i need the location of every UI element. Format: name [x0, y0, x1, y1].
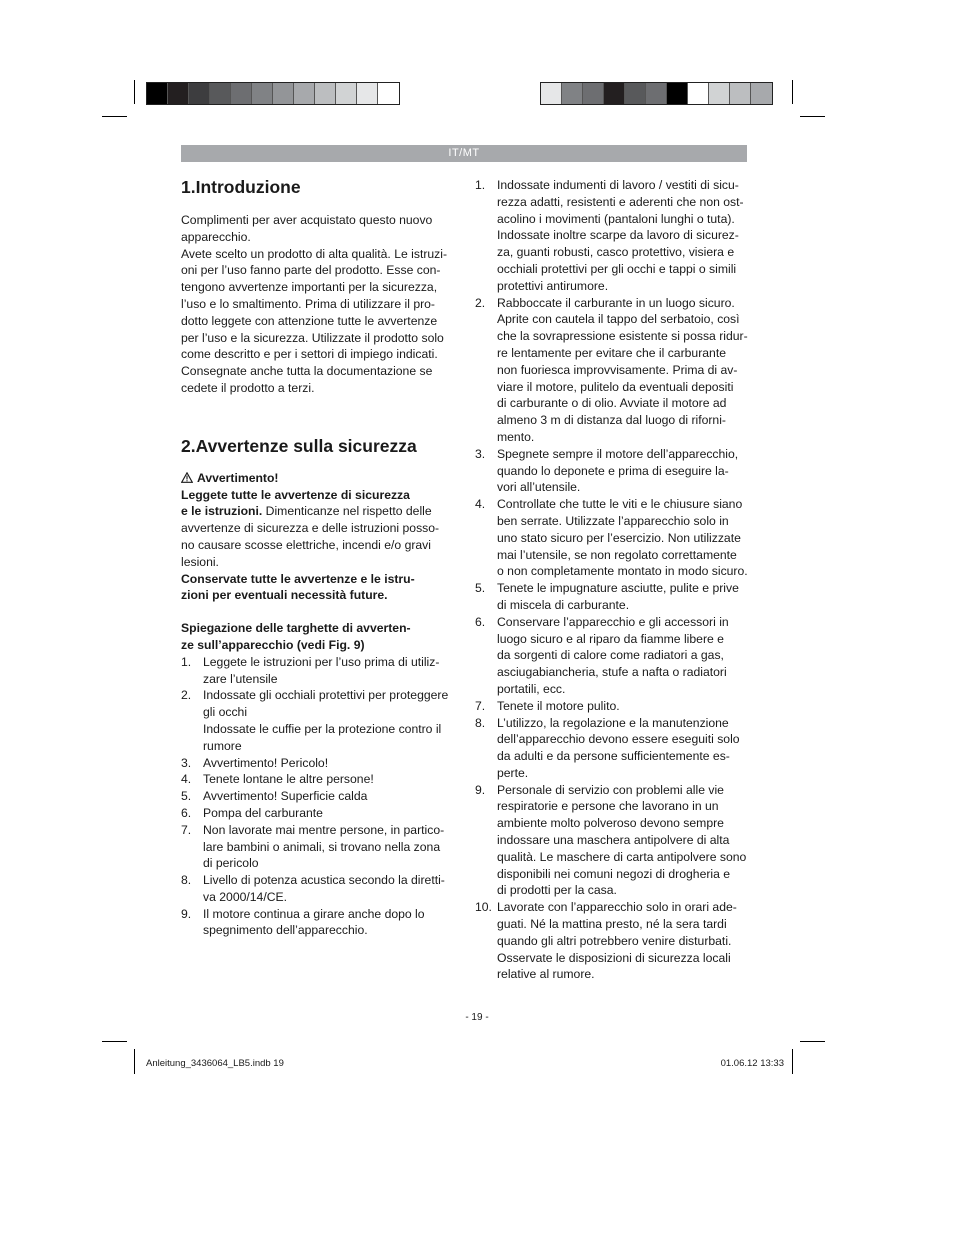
text-line: no causare scosse elettriche, incendi e/o gravi: [181, 537, 431, 552]
list-item-number: 6.: [181, 805, 192, 820]
color-swatch: [709, 83, 730, 104]
text-line: va 2000/14/CE.: [203, 889, 288, 904]
language-header-band: IT/MT: [181, 145, 747, 162]
list-item-number: 3.: [475, 446, 486, 461]
text-line: respiratorie e persone che lavorano in un: [497, 799, 719, 814]
color-swatch: [625, 83, 646, 104]
text-line: avvertenze di sicurezza e delle istruzioni posso-: [181, 521, 440, 536]
warning-body: [181, 520, 456, 570]
list-item: [181, 906, 456, 940]
color-swatch: [667, 83, 688, 104]
text-line: come descritto e per i settori di impiego indicati.: [181, 347, 438, 362]
list-item-number: 5.: [475, 581, 486, 596]
text-line: rumore: [203, 738, 242, 753]
color-swatch: [315, 83, 336, 104]
text-line: luogo sicuro e al riparo da fiamme libere e: [497, 631, 724, 646]
text-line: indossare una maschera antipolvere di alta: [497, 833, 730, 848]
text-line: Tenete il motore pulito.: [497, 698, 620, 713]
list-item: [181, 872, 456, 906]
color-swatch: [252, 83, 273, 104]
list-item: [181, 822, 456, 872]
text-line: rezza adatti, resistenti e aderenti che non ost-: [497, 194, 744, 209]
list-item: [475, 177, 749, 295]
list-item: [475, 782, 749, 900]
text-line: viare il motore, pulitelo da eventuali depositi: [497, 379, 734, 394]
text-line: vori all’utensile.: [497, 480, 581, 495]
text-line: Tenete le impugnature asciutte, pulite e prive: [497, 581, 739, 596]
list-item: [475, 496, 749, 580]
text-line: o non completamente montato in modo sicuro.: [497, 564, 748, 579]
text-line: Aprite con cautela il tappo del serbatoio, così: [497, 312, 740, 327]
text-line: tengono avvertenze importanti per la sicurezza,: [181, 280, 438, 295]
list-item: [181, 755, 456, 772]
text-line: oni per l’uso fanno parte del prodotto. Esse con-: [181, 263, 441, 278]
text-line: Spegnete sempre il motore dell’apparecchio,: [497, 446, 739, 461]
list-item-number: 6.: [475, 614, 486, 629]
text-line: quando gli altri potrebbero venire disturbati.: [497, 933, 732, 948]
section-heading-introduzione: 1.Introduzione: [181, 177, 301, 197]
text-line: zare l’utensile: [203, 671, 278, 686]
signs-list: [181, 654, 456, 940]
list-item-number: 2.: [181, 688, 192, 703]
text-line: perte.: [497, 765, 529, 780]
color-swatch: [336, 83, 357, 104]
color-swatch: [210, 83, 231, 104]
list-item-number: 10.: [475, 900, 492, 915]
color-swatch: [583, 83, 604, 104]
list-item: [181, 687, 456, 754]
color-swatch: [604, 83, 625, 104]
text-line: cedete il prodotto a terzi.: [181, 380, 315, 395]
list-item-number: 1.: [475, 178, 486, 192]
text-line: mento.: [497, 429, 535, 444]
text-line: Il motore continua a girare anche dopo lo: [203, 906, 425, 921]
text-line: Tenete lontane le altre persone!: [203, 772, 374, 787]
text-line: almeno 3 m di distanza dal luogo di riforni-: [497, 413, 726, 428]
warning-triangle-icon: [181, 472, 193, 483]
intro-paragraph: [181, 212, 456, 397]
text-line: guati. Né la mattina presto, né la sera tardi: [497, 917, 727, 932]
text-line: Conservate tutte le avvertenze e le istru-: [181, 571, 415, 586]
list-item: [181, 771, 456, 788]
list-item-number: 4.: [181, 772, 192, 787]
color-swatch: [541, 83, 562, 104]
text-line: di pericolo: [203, 856, 259, 871]
text-line: Indossate gli occhiali protettivi per proteggere: [203, 688, 449, 703]
list-item: [181, 805, 456, 822]
list-item-number: 9.: [181, 906, 192, 921]
right-column: [475, 177, 749, 983]
crop-mark: [800, 116, 825, 117]
text-line: Conservare l’apparecchio e gli accessori in: [497, 614, 729, 629]
text-line: Indossate indumenti di lavoro / vestiti di sicu-: [497, 178, 739, 192]
text-line: Consegnate anche tutta la documentazione se: [181, 364, 433, 379]
text-line: Avvertimento! Pericolo!: [203, 755, 329, 770]
text-line: ambiente molto polveroso devono sempre: [497, 816, 724, 831]
list-item-number: 2.: [475, 295, 486, 310]
text-line: Indossate inoltre scarpe da lavoro di sicurez-: [497, 228, 739, 243]
list-item-number: 5.: [181, 789, 192, 804]
text-line: Lavorate con l’apparecchio solo in orari ade-: [497, 900, 737, 915]
text-line: zioni per eventuali necessità future.: [181, 588, 388, 603]
list-item-number: 4.: [475, 497, 486, 512]
text-line: relative al rumore.: [497, 967, 595, 982]
text-line: mai l’utensile, se non regolato correttamente: [497, 547, 737, 562]
text-line: lare bambini o animali, si trovano nella zona: [203, 839, 441, 854]
color-swatch: [378, 83, 399, 104]
crop-mark: [134, 1049, 135, 1074]
text-line: l’uso e lo smaltimento. Prima di utilizzare il pro-: [181, 296, 435, 311]
list-item: [475, 446, 749, 496]
text-line: di miscela di carburante.: [497, 597, 630, 612]
list-item: [181, 654, 456, 688]
text-line: Rabboccate il carburante in un luogo sicuro.: [497, 295, 735, 310]
list-item-number: 8.: [475, 715, 486, 730]
list-item: [475, 580, 749, 614]
warning-read-line: Leggete tutte le avvertenze di sicurezza: [181, 487, 410, 502]
list-item-number: 7.: [181, 822, 192, 837]
crop-mark: [102, 116, 127, 117]
list-item: [475, 899, 749, 983]
text-line: Livello di potenza acustica secondo la diretti-: [203, 873, 445, 888]
list-item: [475, 614, 749, 698]
crop-mark: [792, 80, 793, 104]
text-line: da sorgenti di calore come radiatori a gas,: [497, 648, 724, 663]
text-line: lesioni.: [181, 554, 219, 569]
signs-explanation-heading: [181, 620, 456, 654]
text-line: Personale di servizio con problemi alle vie: [497, 782, 724, 797]
text-line: dell’apparecchio devono essere eseguiti solo: [497, 732, 740, 747]
text-line: Avete scelto un prodotto di alta qualità. Le istruzi-: [181, 246, 448, 261]
text-line: non fuoriesca improvvisamente. Prima di av-: [497, 362, 738, 377]
list-item: [475, 698, 749, 715]
list-item: [475, 295, 749, 446]
text-line: quando lo deponete e prima di eseguire la-: [497, 463, 729, 478]
text-line: ben serrate. Utilizzate l’apparecchio solo in: [497, 513, 729, 528]
footer-datetime: 01.06.12 13:33: [720, 1058, 784, 1069]
list-item: [181, 788, 456, 805]
text-line: occhiali protettivi per gli occhi e tappi o simili: [497, 261, 737, 276]
list-item-number: 1.: [181, 654, 192, 669]
crop-mark: [102, 1041, 127, 1042]
text-line: portatili, ecc.: [497, 681, 566, 696]
color-swatch: [273, 83, 294, 104]
list-item: [475, 715, 749, 782]
text-line: re lentamente per evitare che il carburante: [497, 345, 726, 360]
text-line: di prodotti per la casa.: [497, 883, 617, 898]
text-line: uno stato sicuro per l’esercizio. Non utilizzate: [497, 530, 741, 545]
list-item-number: 8.: [181, 873, 192, 888]
text-line: disponibili nei comuni negozi di drogheria e: [497, 866, 731, 881]
color-calibration-bar-right: [540, 82, 773, 105]
crop-mark: [800, 1041, 825, 1042]
warning-paragraph: e le istruzioni. Dimenticanze nel rispetto delle: [181, 504, 432, 519]
color-swatch: [646, 83, 667, 104]
footer-file-info: Anleitung_3436064_LB5.indb 19: [146, 1058, 284, 1069]
text-line: asciugabiancheria, stufe a nafta o radiatori: [497, 665, 727, 680]
color-swatch: [688, 83, 709, 104]
text-line: qualità. Le maschere di carta antipolvere sono: [497, 849, 747, 864]
text-line: dotto leggete con attenzione tutte le avvertenze: [181, 313, 438, 328]
safety-rules-list: [475, 177, 749, 983]
color-swatch: [357, 83, 378, 104]
text-line: protettivi antirumore.: [497, 278, 609, 293]
text-line: Non lavorate mai mentre persone, in partico-: [203, 822, 445, 837]
list-item-number: 7.: [475, 698, 486, 713]
color-swatch: [231, 83, 252, 104]
text-line: Pompa del carburante: [203, 805, 323, 820]
section-heading-sicurezza: 2.Avvertenze sulla sicurezza: [181, 435, 417, 456]
keep-instructions-note: [181, 571, 456, 605]
crop-mark: [134, 80, 135, 104]
text-line: spegnimento dell’apparecchio.: [203, 923, 368, 938]
text-line: di carburante o di olio. Avviate il motore ad: [497, 396, 727, 411]
list-item-number: 9.: [475, 782, 486, 797]
text-line: apparecchio.: [181, 229, 251, 244]
text-line: Leggete le istruzioni per l’uso prima di utiliz-: [203, 654, 440, 669]
text-line: da adulti e da persone sufficientemente es-: [497, 749, 730, 764]
text-line: Spiegazione delle targhette di avverten-: [181, 621, 411, 636]
color-swatch: [294, 83, 315, 104]
text-line: L’utilizzo, la regolazione e la manutenzione: [497, 715, 729, 730]
warning-title: Avvertimento!: [181, 470, 456, 487]
text-line: Complimenti per aver acquistato questo nuovo: [181, 213, 433, 227]
color-swatch: [147, 83, 168, 104]
text-line: Indossate le cuffie per la protezione contro il: [203, 721, 442, 736]
color-calibration-bar-left: [146, 82, 400, 105]
list-item-number: 3.: [181, 755, 192, 770]
text-line: acolino i movimenti (pantaloni lunghi o tuta).: [497, 211, 735, 226]
page-number: - 19 -: [465, 1012, 489, 1023]
color-swatch: [751, 83, 772, 104]
crop-mark: [792, 1049, 793, 1074]
color-swatch: [562, 83, 583, 104]
text-line: Controllate che tutte le viti e le chiusure siano: [497, 497, 743, 512]
text-line: za, guanti robusti, casco protettivo, visiera e: [497, 245, 735, 260]
color-swatch: [730, 83, 751, 104]
color-swatch: [189, 83, 210, 104]
text-line: Osservate le disposizioni di sicurezza locali: [497, 950, 731, 965]
text-line: che la sovrapressione esistente si possa ridur-: [497, 329, 748, 344]
text-line: gli occhi: [203, 705, 248, 720]
color-swatch: [168, 83, 189, 104]
left-column: [181, 176, 456, 939]
text-line: per l’uso e la sicurezza. Utilizzate il prodotto solo: [181, 330, 444, 345]
text-line: ze sull’apparecchio (vedi Fig. 9): [181, 637, 365, 652]
text-line: Avvertimento! Superficie calda: [203, 789, 368, 804]
